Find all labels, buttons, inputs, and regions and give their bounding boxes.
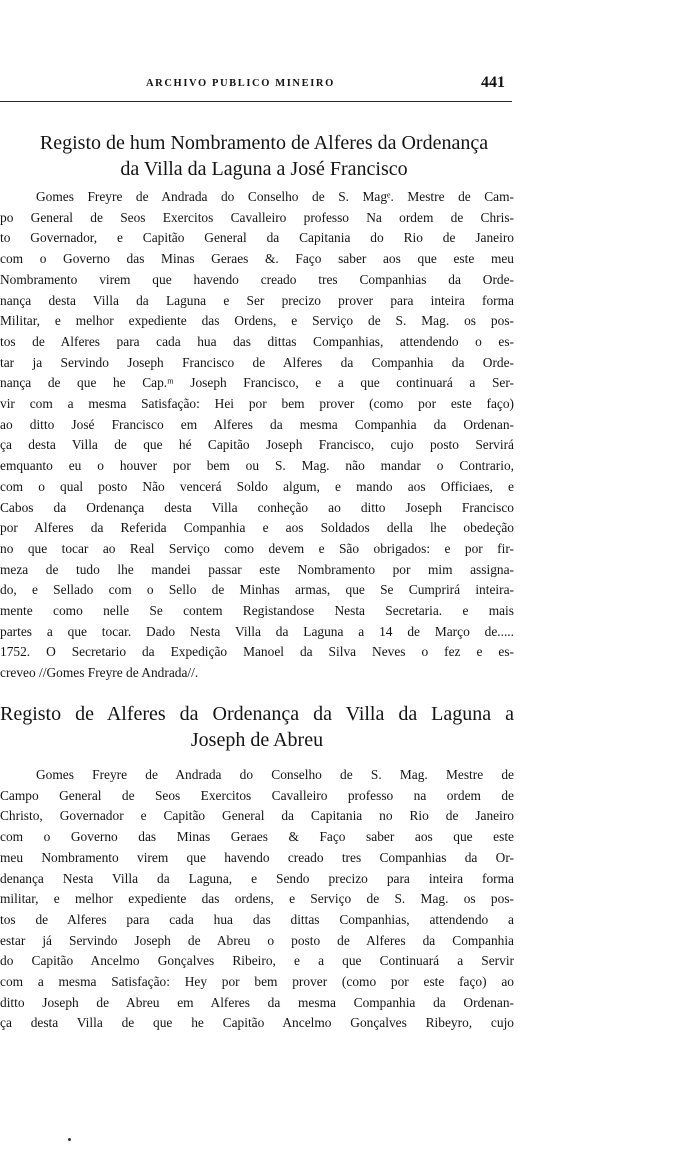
text-line: Christo, Governador e Capitão General da Capitania no Rio de Janeiro xyxy=(0,808,514,824)
text-line: tos de Alferes para cada hua das dittas Companhias, attendendo o es- xyxy=(0,333,514,349)
text-line: do Capitão Ancelmo Gonçalves Ribeiro, e a que Continuará a Servir xyxy=(0,953,514,969)
text-line: ça desta Villa de que he Capitão Ancelmo Gonçalves Ribeyro, cujo xyxy=(0,1015,514,1031)
text-line: po General de Seos Exercitos Cavalleiro professo Na ordem de Chris- xyxy=(0,209,514,225)
text-line: Campo General de Seos Exercitos Cavalleiro professo na ordem de xyxy=(0,787,514,803)
running-header xyxy=(0,74,540,94)
text-line: tos de Alferes para cada hua das dittas Companhias, attendendo a xyxy=(0,911,514,927)
text-line: com o Governo das Minas Geraes &. Faço saber aos que este meu xyxy=(0,251,514,267)
section-1-title-line: da Villa da Laguna a José Francisco xyxy=(120,158,408,180)
text-line: denança Nesta Villa da Laguna, e Sendo precizo para inteira forma xyxy=(0,870,514,886)
text-line: militar, e melhor expediente das ordens, e Serviço de S. Mag. os pos- xyxy=(0,891,514,907)
speck-mark xyxy=(68,1138,71,1141)
text-line: Nombramento virem que havendo creado tres Companhias da Orde- xyxy=(0,271,514,287)
section-1-body xyxy=(0,187,514,684)
text-line: mente como nelle Se contem Registandose Nesta Secretaria. e mais xyxy=(0,603,514,619)
text-line: estar já Servindo Joseph de Abreu o posto de Alferes da Companhia xyxy=(0,932,514,948)
section-2-body xyxy=(0,765,514,1034)
section-1-title xyxy=(0,130,528,182)
text-line: to Governador, e Capitão General da Capitania do Rio de Janeiro xyxy=(0,230,514,246)
section-2-title xyxy=(0,701,514,753)
section-1-title-line: Registo de hum Nombramento de Alferes da Ordenança xyxy=(39,132,489,154)
text-line: Gomes Freyre de Andrada do Conselho de S. Magᵉ. Mestre de Cam- xyxy=(36,189,514,204)
text-line: Militar, e melhor expediente das Ordens, e Serviço de S. Mag. os pos- xyxy=(0,313,514,329)
text-line: emquanto eu o houver por bem ou S. Mag. não mandar o Contrario, xyxy=(0,458,514,474)
text-line: vir com a mesma Satisfação: Hei por bem prover (como por este faço) xyxy=(0,396,514,412)
text-line: Gomes Freyre de Andrada do Conselho de S. Mag. Mestre de xyxy=(36,767,514,782)
page-number: 441 xyxy=(481,74,505,91)
text-line: ditto Joseph de Abreu em Alferes da mesma Companhia da Ordenan- xyxy=(0,994,514,1010)
text-line: 1752. O Secretario da Expedição Manoel da Silva Neves o fez e es- xyxy=(0,644,514,660)
text-line: Cabos da Ordenança desta Villa conheção ao ditto Joseph Francisco xyxy=(0,499,514,515)
section-2-title-line: Registo de Alferes da Ordenança da Villa da Laguna a xyxy=(0,703,514,725)
text-line: ao ditto José Francisco em Alferes da mesma Companhia da Ordenan- xyxy=(0,416,514,432)
text-line: do, e Sellado com o Sello de Minhas armas, que Se Cumprirá inteira- xyxy=(0,582,514,598)
section-2-title-line: Joseph de Abreu xyxy=(190,729,324,751)
header-rule xyxy=(0,101,512,102)
text-line: por Alferes da Referida Companhia e aos Soldados della lhe obedeção xyxy=(0,520,514,536)
text-line: ça desta Villa de que hé Capitão Joseph Francisco, cujo posto Servirá xyxy=(0,437,514,453)
text-line: nança de que he Cap.ᵐ Joseph Francisco, e a que continuará a Ser- xyxy=(0,375,514,391)
text-line: creveo //Gomes Freyre de Andrada//. xyxy=(0,665,199,681)
running-header-title: ARCHIVO PUBLICO MINEIRO xyxy=(146,78,335,89)
text-line: com o Governo das Minas Geraes & Faço saber aos que este xyxy=(0,829,514,845)
text-line: com o qual posto Não vencerá Soldo algum, e mando aos Officiaes, e xyxy=(0,478,514,494)
text-line: meu Nombramento virem que havendo creado tres Companhias da Or- xyxy=(0,849,514,865)
text-line: nança desta Villa da Laguna e Ser precizo prover para inteira forma xyxy=(0,292,514,308)
text-line: no que tocar ao Real Serviço como devem e São obrigados: e por fir- xyxy=(0,540,514,556)
text-line: com a mesma Satisfação: Hey por bem prover (como por este faço) ao xyxy=(0,974,514,990)
text-line: meza de tudo lhe mandei passar este Nombramento por mim assigna- xyxy=(0,561,514,577)
text-line: partes a que tocar. Dado Nesta Villa da Laguna a 14 de Março de..... xyxy=(0,623,514,639)
text-line: tar ja Servindo Joseph Francisco de Alferes da Companhia da Orde- xyxy=(0,354,514,370)
